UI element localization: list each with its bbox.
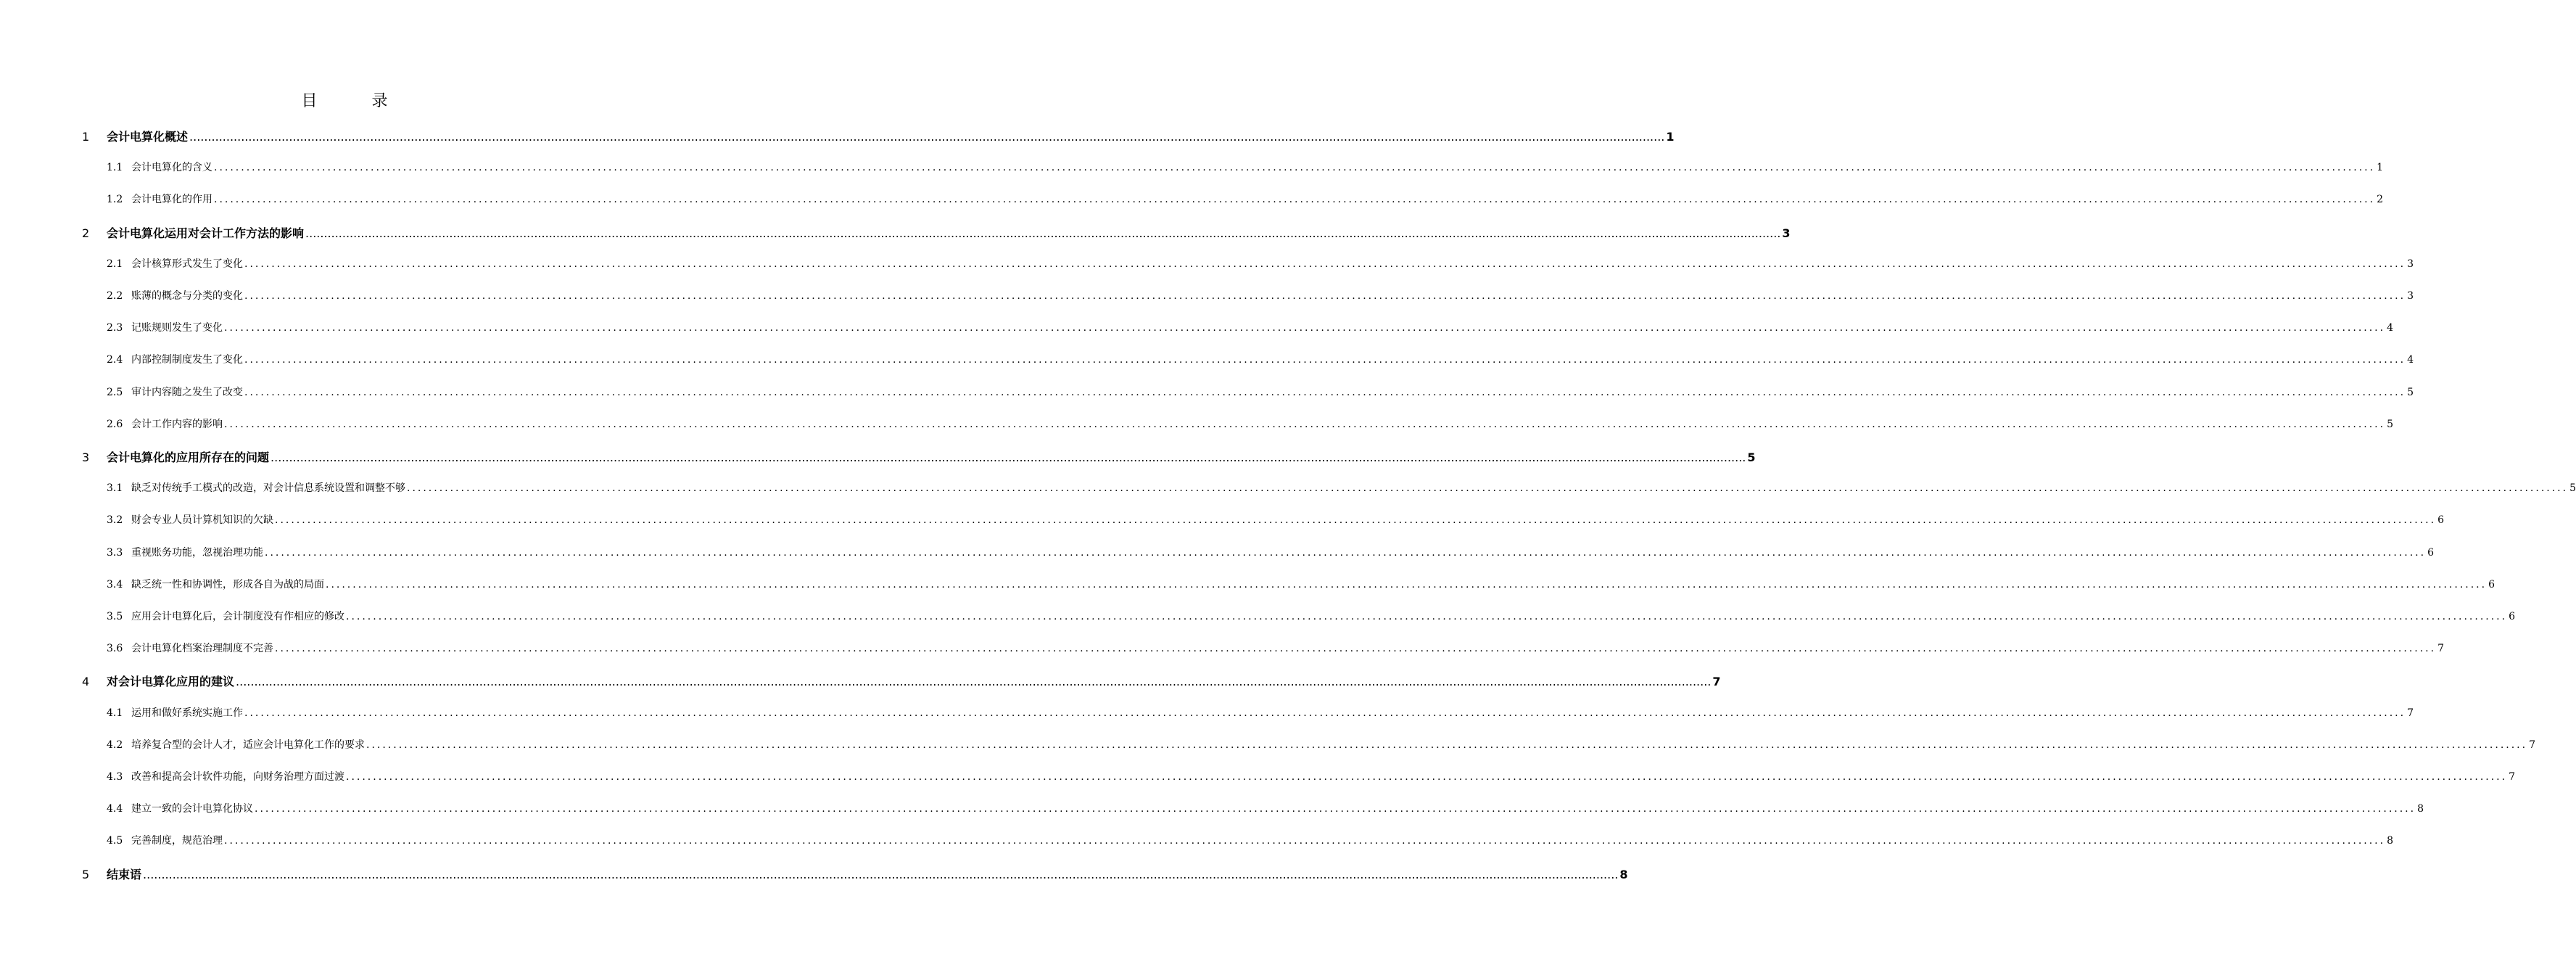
toc-dot-leader: ................................................................................................................................................................................................................................................................................................................................................................................................................	[236, 675, 1712, 689]
toc-dot-leader: ................................................................................................................................................................................................................................................................................................................................................................................................................	[224, 835, 2386, 847]
toc-entry-number: 3.4	[107, 578, 123, 591]
toc-entry-title: 建立一致的会计电算化协议	[131, 803, 253, 815]
toc-entry-page-number: 6	[2488, 578, 2495, 591]
toc-dot-leader: ................................................................................................................................................................................................................................................................................................................................................................................................................	[326, 578, 2488, 591]
toc-entry-number: 3.5	[107, 611, 123, 622]
toc-section-entry[interactable]	[107, 641, 2444, 655]
toc-dot-leader: ................................................................................................................................................................................................................................................................................................................................................................................................................	[305, 226, 1781, 240]
toc-entry-page-number: 5	[2387, 418, 2393, 430]
toc-entry-number: 3.3	[107, 546, 123, 559]
toc-section-entry[interactable]	[107, 192, 2383, 206]
toc-entry-page-number: 7	[1712, 675, 1721, 689]
toc-entry-number: 2.2	[107, 290, 123, 302]
toc-entry-page-number: 3	[1782, 226, 1791, 240]
toc-entry-title: 会计工作内容的影响	[131, 418, 223, 430]
toc-section-entry[interactable]	[107, 160, 2383, 174]
toc-entry-number: 3	[82, 451, 90, 464]
toc-entry-page-number: 7	[2437, 643, 2444, 655]
toc-dot-leader: ................................................................................................................................................................................................................................................................................................................................................................................................................	[346, 771, 2508, 783]
toc-section-entry[interactable]	[107, 320, 2393, 334]
toc-entry-title: 完善制度，规范治理	[131, 835, 223, 847]
toc-entry-number: 4.3	[107, 771, 123, 783]
toc-entry-number: 2.4	[107, 354, 123, 366]
toc-dot-leader: ................................................................................................................................................................................................................................................................................................................................................................................................................	[189, 130, 1665, 144]
toc-entry-page-number: 8	[2417, 803, 2424, 815]
toc-section-entry[interactable]	[107, 737, 2535, 752]
toc-entry-number: 2.5	[107, 386, 123, 398]
toc-entry-page-number: 2	[2377, 194, 2383, 206]
toc-chapter-entry[interactable]	[82, 672, 1721, 689]
toc-entry-title: 缺乏统一性和协调性，形成各自为战的局面	[131, 578, 324, 591]
toc-entry-page-number: 6	[2437, 514, 2444, 527]
toc-entry-number: 4.2	[107, 739, 123, 751]
toc-dot-leader: ................................................................................................................................................................................................................................................................................................................................................................................................................	[244, 386, 2406, 398]
toc-entry-page-number: 1	[1666, 130, 1675, 144]
toc-entry-number: 3.1	[107, 482, 123, 495]
toc-section-entry[interactable]	[107, 705, 2414, 720]
toc-dot-leader: ................................................................................................................................................................................................................................................................................................................................................................................................................	[265, 546, 2427, 559]
toc-entry-title: 培养复合型的会计人才，适应会计电算化工作的要求	[131, 739, 365, 751]
toc-entry-page-number: 7	[2509, 771, 2515, 783]
toc-entry-number: 1	[82, 130, 90, 144]
toc-entry-title: 应用会计电算化后，会计制度没有作相应的修改	[131, 611, 344, 622]
toc-chapter-entry[interactable]	[82, 865, 1628, 882]
toc-entry-number: 2.1	[107, 258, 123, 270]
toc-section-entry[interactable]	[107, 416, 2393, 431]
toc-section-entry[interactable]	[107, 384, 2414, 399]
toc-chapter-entry[interactable]	[82, 448, 1756, 465]
toc-entry-title: 会计核算形式发生了变化	[131, 258, 243, 270]
toc-entry-page-number: 4	[2387, 322, 2393, 334]
toc-entry-title: 审计内容随之发生了改变	[131, 386, 243, 398]
toc-chapter-entry[interactable]	[82, 224, 1791, 241]
toc-dot-leader: ................................................................................................................................................................................................................................................................................................................................................................................................................	[244, 258, 2406, 270]
toc-entry-number: 2	[82, 226, 90, 240]
toc-title: 目 录	[301, 92, 413, 110]
toc-dot-leader: ................................................................................................................................................................................................................................................................................................................................................................................................................	[224, 322, 2386, 334]
toc-entry-title: 结束语	[107, 867, 142, 881]
toc-entry-number: 4.5	[107, 835, 123, 847]
toc-entry-page-number: 6	[2427, 546, 2434, 559]
toc-section-entry[interactable]	[107, 609, 2515, 623]
toc-entry-number: 4.4	[107, 803, 123, 815]
toc-dot-leader: ................................................................................................................................................................................................................................................................................................................................................................................................................	[275, 643, 2437, 655]
toc-section-entry[interactable]	[107, 833, 2393, 847]
toc-entry-title: 运用和做好系统实施工作	[131, 707, 243, 719]
toc-dot-leader: ................................................................................................................................................................................................................................................................................................................................................................................................................	[244, 290, 2406, 302]
toc-entry-page-number: 5	[1747, 451, 1756, 464]
toc-entry-page-number: 8	[2387, 835, 2393, 847]
toc-dot-leader: ................................................................................................................................................................................................................................................................................................................................................................................................................	[214, 194, 2376, 206]
toc-entry-title: 对会计电算化应用的建议	[107, 675, 235, 689]
toc-dot-leader: ................................................................................................................................................................................................................................................................................................................................................................................................................	[244, 354, 2406, 366]
toc-section-entry[interactable]	[107, 545, 2434, 559]
toc-entry-title: 缺乏对传统手工模式的改造，对会计信息系统设置和调整不够	[131, 482, 405, 495]
toc-entry-title: 会计电算化的作用	[131, 194, 212, 206]
toc-entry-number: 2.6	[107, 418, 123, 430]
toc-entry-title: 会计电算化档案治理制度不完善	[131, 643, 273, 655]
toc-entry-number: 1.1	[107, 162, 123, 174]
toc-entry-number: 4	[82, 675, 90, 689]
toc-entry-number: 3.2	[107, 514, 123, 527]
toc-entry-page-number: 5	[2407, 386, 2414, 398]
toc-section-entry[interactable]	[107, 256, 2414, 271]
toc-dot-leader: ................................................................................................................................................................................................................................................................................................................................................................................................................	[407, 482, 2569, 495]
toc-section-entry[interactable]	[107, 512, 2444, 527]
toc-entry-page-number: 4	[2407, 354, 2414, 366]
toc-entry-title: 会计电算化的应用所存在的问题	[107, 451, 270, 464]
toc-entry-title: 财会专业人员计算机知识的欠缺	[131, 514, 273, 527]
toc-entry-number: 3.6	[107, 643, 123, 655]
toc-chapter-entry[interactable]	[82, 128, 1675, 144]
toc-entry-title: 账薄的概念与分类的变化	[131, 290, 243, 302]
toc-section-entry[interactable]	[107, 480, 2576, 495]
toc-section-entry[interactable]	[107, 288, 2414, 303]
toc-entry-page-number: 6	[2509, 611, 2515, 622]
toc-entry-title: 重视账务功能，忽视治理功能	[131, 546, 263, 559]
toc-section-entry[interactable]	[107, 801, 2424, 815]
toc-entry-title: 记账规则发生了变化	[131, 322, 223, 334]
toc-entry-number: 1.2	[107, 194, 123, 206]
toc-entry-page-number: 3	[2407, 290, 2414, 302]
toc-entry-page-number: 3	[2407, 258, 2414, 270]
toc-entry-title: 会计电算化的含义	[131, 162, 212, 174]
toc-dot-leader: ................................................................................................................................................................................................................................................................................................................................................................................................................	[214, 162, 2376, 174]
toc-entry-title: 内部控制制度发生了变化	[131, 354, 243, 366]
toc-dot-leader: ................................................................................................................................................................................................................................................................................................................................................................................................................	[224, 418, 2386, 430]
toc-dot-leader: ................................................................................................................................................................................................................................................................................................................................................................................................................	[275, 514, 2437, 527]
toc-entry-page-number: 1	[2377, 162, 2383, 174]
toc-entry-title: 会计电算化概述	[107, 130, 189, 144]
toc-dot-leader: ................................................................................................................................................................................................................................................................................................................................................................................................................	[255, 803, 2416, 815]
toc-dot-leader: ................................................................................................................................................................................................................................................................................................................................................................................................................	[244, 707, 2406, 719]
toc-section-entry[interactable]	[107, 577, 2495, 591]
toc-entry-page-number: 8	[1619, 867, 1628, 881]
toc-entry-title: 改善和提高会计软件功能，向财务治理方面过渡	[131, 771, 344, 783]
toc-entry-page-number: 5	[2569, 482, 2576, 495]
toc-entry-number: 2.3	[107, 322, 123, 334]
toc-dot-leader: ................................................................................................................................................................................................................................................................................................................................................................................................................	[366, 739, 2528, 751]
toc-dot-leader: ................................................................................................................................................................................................................................................................................................................................................................................................................	[271, 451, 1746, 464]
toc-dot-leader: ................................................................................................................................................................................................................................................................................................................................................................................................................	[143, 867, 1619, 881]
toc-section-entry[interactable]	[107, 769, 2515, 783]
toc-section-entry[interactable]	[107, 352, 2414, 366]
toc-dot-leader: ................................................................................................................................................................................................................................................................................................................................................................................................................	[346, 611, 2508, 622]
toc-entry-page-number: 7	[2407, 707, 2414, 719]
toc-entry-page-number: 7	[2529, 739, 2535, 751]
toc-entry-title: 会计电算化运用对会计工作方法的影响	[107, 226, 305, 240]
toc-entry-number: 5	[82, 867, 90, 881]
toc-entry-number: 4.1	[107, 707, 123, 719]
